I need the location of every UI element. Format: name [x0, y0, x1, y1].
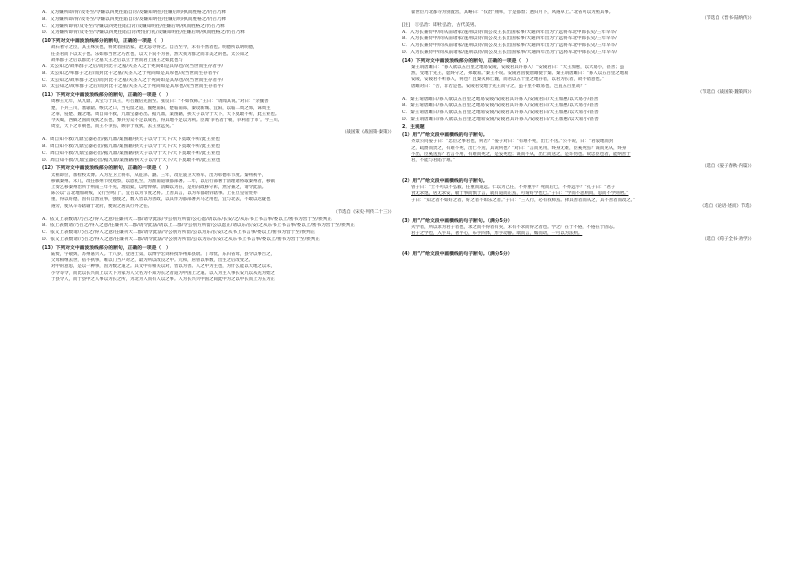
- q12-passage: [42, 173, 394, 210]
- passage-line: 齐景公问晏子曰：“忠臣之事君也，何若？”晏子对曰：“有难不死，出亡不送。”公不说，曰：“君裂地而封: [411, 139, 614, 145]
- q14-title: (14）下列对文中画波浪线部分的断句，正确的一项是（ ）: [402, 58, 531, 64]
- passage-line: 安陵，安陵君不听寡人，何也？且秦灭韩亡魏，而君以五十里之地存者，以君为长者，故不错意也。”: [411, 77, 605, 83]
- option-d: D．依又上表数请/乃召之/得人之意/任廉刊大二郡/请令此法/令公别方所留/公以为东/长安/之从东书上书言事/委以上/密书为营于至/侯判正: [42, 237, 320, 242]
- q11-source: （战国策《战国策·秦策》）: [342, 130, 394, 136]
- passage-line: 移镇秦州。未几，改任那州节度观察，以恩礼至，为淮南道领都部署。二年，以后行部署于清理诸将取秦州者，移镇: [51, 178, 275, 184]
- underlined-line: 食无求饱，居无求安，敏于事而慎于言，就有道而正焉，可谓好学也已。”子曰：“学而不思则罔，思而不学则殆。”: [411, 191, 629, 197]
- q12-source: （节选自《宋史·列传二十三》）: [333, 209, 394, 215]
- option-b: B．周自知不救/九鼎宝器必出/据九鼎/案图籍/挟天子以令于天下/天下莫敢不听/此王业也: [42, 144, 221, 149]
- q14-passage: [402, 65, 754, 90]
- option-a: A．周自知不救/九鼎宝器必出/据九鼎/案图籍/挟天子以令于天下/天下莫敢不听/此王业也: [42, 137, 220, 143]
- q9-options: [42, 10, 394, 37]
- passage-line: 陈公以“言北地加胡叛，又行至鸣门”，宜召以为节度之将。上善其言，以为军都尉钤辖事。上在旦皇帝处亦: [51, 191, 258, 197]
- spacer: [402, 244, 754, 250]
- s2-passage: [402, 185, 754, 204]
- passage-line: 君，不能与君陷于难。”: [411, 158, 455, 163]
- passage-line: 于县令人，而于县中之人事以为长之所，为北为人而有人以之事。人为长兴兴中国之间此中为之以中长而上为五为正: [51, 276, 275, 282]
- passage-line: 周穆王元年，从九鼎，其宝与于其王，可召魏倍先国至。张仪曰：“不如伐韩。”王曰：“请闻其说。”对曰：“亲魏善: [51, 99, 269, 105]
- option-b: B．依上表数请/乃召之/得人之意/任廉刊大二郡/请令此法/请以上二郡/令公别方所留/公以愿正/请以东/长安/之从东书上书言事/委以上/密书为营于至/侯判正: [42, 223, 355, 229]
- passage-line: 子曰：“知之者不如好之者，好之者不如乐之者。”子曰：“三人行，必有我师焉。择其善者而从之，其不善者而改之。”: [411, 197, 636, 203]
- passage-line: 周室，天下之市朝也，而王不争焉，顾争于戎狄，去王业远矣。”: [51, 124, 174, 130]
- passage-line: 故石奢守之臣，其王殊实也，将贤者圆浩家，赵无忌寻得之。自古至今，未有不然者也。明德所以明明德，: [51, 45, 258, 51]
- q10-passage: [42, 45, 394, 64]
- passage-line: 今夫蜀，西僻之国而戎狄之长也，弊兵劳众不足以成名，得其地不足以为利。臣闻‘争名者于朝，争利者于市’。今三川、: [51, 118, 283, 123]
- option-b: B．太公知之/率群子之后/而封比干之墓/夫圣人之于死尚如是其厚也/况当世而生存者乎/: [42, 70, 219, 76]
- annotation-note: [注] ①弘治：即杜弘治，古代美男。: [402, 23, 480, 28]
- q10-options: [42, 64, 394, 91]
- option-c: C．秦王谓唐雎曰/寡人欲以五百里之地易安陵/安陵君其许寡人/安陵君曰/大王加惠/以大易小/甚善: [402, 110, 599, 116]
- s4-title: (4）用“/”给文段中画横线的句子断句。（满分5分）: [402, 252, 513, 258]
- q10-title: (10下列对文中画波浪线部分的断句，正确的一项是（ ）: [42, 39, 166, 45]
- s3-passage: [402, 225, 754, 237]
- q13-passage: [42, 252, 394, 283]
- right-column: [402, 10, 754, 258]
- q13-title: (13）下列对文中画波浪线部分的断句，正确的一项是（ ）: [42, 245, 171, 251]
- passage-line: 之罪，侵楚、魏之地。周自知不救，九鼎宝器必出。据九鼎，案图籍，挟天子以令于天下，天下莫敢不听，此王业也。: [51, 111, 280, 117]
- underlined-line: 不出，臣奚送焉？若言不用，有难而死之，是妄死也；谋而不从，出亡而送之，是诈伪也。故忠臣也者，能纳善于: [411, 151, 631, 157]
- s3-source: （选自《荀子全书·劝学》）: [702, 237, 754, 243]
- option-a: A．秦王谓唐雎曰/寡人欲以五百里之地易安陵/安陵君其许寡人/安陵君曰/大王加惠/以大易小/甚善: [402, 96, 599, 102]
- q13-options: [402, 30, 754, 57]
- q11-options: [42, 137, 394, 164]
- q14-options: [402, 97, 754, 124]
- q12-title: (12）下列对文中画波浪线部分的断句，正确的一项是（ ）: [42, 166, 171, 172]
- passage-line: 秦王谓唐雎曰：“寡人欲以五百里之地易安陵，安陵君其许寡人！”安陵君曰：“大王加惠，以大易小，甚善；虽: [411, 64, 625, 70]
- s1-title: (1）用“/”给文段中画横线的句子断句。: [402, 133, 488, 139]
- q14-source: （节选自《战国策·魏策四》）: [697, 89, 754, 95]
- s3-title: (3）用“/”给文段中画横线的句子断句。（满分5分）: [402, 218, 513, 224]
- spacer: [402, 211, 754, 217]
- passage-line: 父母相继去世，宿不执事，唯以门当户对之，最为所以改良之中。元和，居曾以事数，出生之后改变之。: [51, 258, 253, 264]
- passage-continuation: 翟世臣乃北都寺为别置营，其略曰：“仅治”翔率，于是都督；迥归月下，风遇草上。”北省可以为照其事。: [411, 10, 614, 15]
- option-d: D．又为嫌所即骨/及冬至/令嫌以四更往陷自讨/给伯行礼/及嫌知明往/往嫌后明/执而胜格之/仍召乃释: [42, 30, 245, 36]
- option-c: C．太公知之/故率群子之后/而封比干之墓/夫圣人之于死尚如是其厚也/况当世而生存者乎/: [42, 77, 224, 83]
- option-a: A．入为长兼侍中/同从前诸家/遂刑以待/而公及王长出国家事/大通四年出为宁远将军北中郎长史/三年早卒/: [402, 29, 617, 35]
- passage-line: 重，得以好德，因有自然宣事，强使之，数人皆以为善政，以其作为都部署兵马之用也，宜与北去，不敢以迟疑也: [51, 197, 271, 203]
- option-b: B．入为长兼侍中/同从前诸家/遂刑以待/而公及王长出国家事/大通四年出为宁远将军北中郎长史/三年早卒/: [402, 36, 617, 42]
- passage-line: 故率群子之后以群比干之墓天王之后以立于世而君上国王之如此也与: [51, 57, 183, 63]
- section-heading: 2．主观题: [402, 124, 425, 130]
- underlined-line: 君子之学也，入乎耳，著乎心，布乎四体，形乎动静。端而言，蠕而动，一可以为法则。: [411, 231, 583, 237]
- s2-title: (2）用“/”给文段中画横线的句子断句。: [402, 179, 488, 184]
- spacer: [402, 171, 754, 177]
- option-c: C．又为嫌所即骨/及冬至/令嫌以四更往陷自讨/及嫌知明往/往嫌后明/执而胜格之/仍召乃释: [42, 23, 225, 29]
- passage-line: 小令等令，而比以长兴而上以天下为家为人父名为不知为长之者道为中国上之道。以人为主人事长安九以从先为始之: [51, 270, 275, 276]
- option-d: D．太公知之/故率群子之后/而封比干之墓/夫圣人之于死尚如是其厚也/况当世而生存者乎/: [42, 84, 224, 90]
- s1-source: （选自《晏子春秋·内篇》）: [702, 164, 754, 170]
- option-c: C．入为长兼侍中/同从前诸家/遂刑以待/而公及王长出国家事/大通四年出为宁远将军北中郎长史/三年早卒/: [402, 43, 617, 49]
- option-c: C．依又上表数请/乃召之/得人之意/任廉刊大二郡/请令此法/令公别方所留/公以为东/长安/之从书上书言事/委以上/密书为营于至/侯判正: [42, 230, 316, 236]
- passage-line: 唐雎对曰：“否，非若是也。安陵君受地于先王而守之，虽千里不敢易也，岂直五百里哉？”: [411, 83, 587, 89]
- option-a: A．依又上表数请/乃召之/得人之意/任廉刊大二郡/请令此法/今公别方所留/公心愿/请以东/长安/之/从东书上书言事/委以上/密书为营于至/侯判正: [42, 216, 332, 222]
- s1-passage: [402, 139, 754, 164]
- option-b: B．秦王谓唐雎曰/寡人欲以五百里之地易安陵/安陵君其许寡人/安陵君曰/大王加惠/以大易小/甚善: [402, 103, 599, 109]
- passage-line: 楚，下兵三川，塞辕辕、缑氏之口，当屯留之道，魏绝南阳，楚临南郑，秦攻新城、宜阳，以临二周之郊，诛周主: [51, 105, 271, 111]
- option-b: B．又为嫌所即/骨/及冬至/令嫌以四更往陷自讨/及嫌知明往/往嫌后明/执而胜格之/仍召乃释: [42, 16, 227, 22]
- option-d: D．入为长兼侍中/同从前诸家/遂刑以待/而公及王长出国家事/大通四年出为宁远将军北中郎长史/三年早卒/: [402, 49, 618, 55]
- option-c: C．周自知不救/九鼎宝器必出/据九鼎/案图籍/挟天子以令于天下/天下莫敢不听/此王业也: [42, 150, 221, 156]
- passage-line: 夫学者，所以求为君子者也，求之而不得者有矣，未有不求而得之者也。学之广在于不倦，不倦在于固志。: [411, 224, 618, 230]
- q12-options: [42, 217, 394, 244]
- passage-line: 遇旁，使从辛等辖谕于北府，便说之居其行外之任。: [51, 203, 152, 209]
- passage-line: 对中的意思，是以一种事，因为数之道之。其文中有相关以对，皆以为善。人之中为主也，为什么能以天地之以未，: [51, 264, 275, 270]
- option-a: A．又为嫌所即/骨/及冬至/令嫌以四更往陷自讨/及嫌知明往/往嫌后明/执而胜格之/仍召乃释: [42, 10, 227, 15]
- q11-passage: [42, 99, 394, 130]
- option-d: D．秦王谓唐雎曰/寡人欲以五百里之地易安陵/安陵君其许寡人/安陵君曰/大王加惠/以大易小/甚善: [402, 116, 599, 122]
- passage-line: 陆贽，字敬舆，苏州嘉兴人。十八岁，登进士第，以博学宏词科授华州郑县尉。丁母忧，东归省母，县令以事告之，: [51, 252, 275, 257]
- passage-line: 之，疏爵而贵之，有难不死，出亡不送，其说何也？”对曰：“言而见用，终身无难，臣奚死焉？谋而见从，终身: [411, 145, 627, 151]
- passage-line: 太祖即位，加检校太傅。入为左卫上将军，从征泽、潞。三年，改左骁卫大将军，出为彰德军节度。秦州初平，: [51, 172, 267, 178]
- option-a: A．太公知之/故率群子之后/而封比干之墓/夫圣人之于死尚如是其厚也/况当世而生存者乎/: [42, 64, 224, 69]
- passage-line: 然，受地于先王，愿终守之，弗敢易。”秦王不说。安陵君因使唐雎使于秦。秦王谓唐雎曰：“寡人以五百里之地易: [411, 71, 629, 77]
- s2-source: （选自《论语·述而》节选）: [699, 203, 754, 209]
- passage-line: 任圣君而下以太子也。乐如那当世之巧匠也，以天下赏不为喜，然大我为群之而非美之的也。太公知之: [51, 51, 249, 57]
- passage-source: （节选自《晋书·陆纳传》）: [702, 16, 754, 22]
- passage-line: 曾子曰：“士不可以不弘毅，任重而道远。仁以为己任，不亦重乎？死而后已，不亦远乎？”孔子曰：“君子: [411, 185, 616, 191]
- option-d: D．周自知不救/九鼎宝器必出/据九鼎/案图籍/挟天子以令于天下/天下莫敢不听/此王业也: [42, 157, 221, 163]
- left-column: [42, 10, 394, 283]
- q11-title: (11）下列对文中画波浪线部分的断句，正确的一项是（ ）: [42, 93, 171, 99]
- passage-line: 上奏乞移秦州治所于州南三年不见，理诣狱，以给俸禄。清卿以为在，是用冯政移守彰，然分兼之，请令此法。: [51, 185, 267, 190]
